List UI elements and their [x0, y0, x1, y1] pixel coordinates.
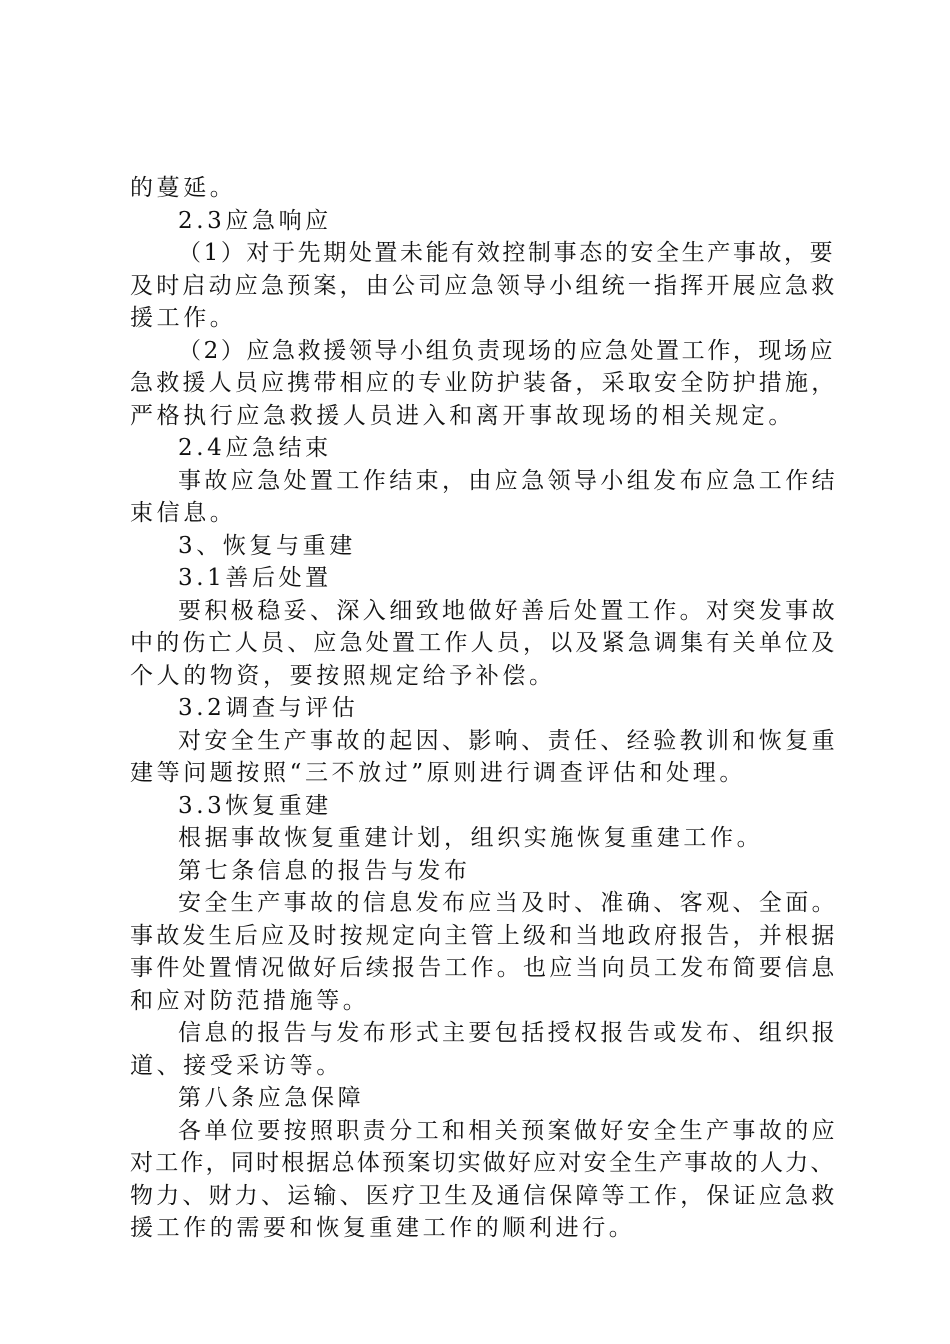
text-line: 束信息。: [130, 500, 237, 526]
section-heading: 第七条信息的报告与发布: [178, 857, 471, 884]
text-line: 中的伤亡人员、应急处置工作人员，以及紧急调集有关单位及: [130, 630, 838, 656]
section-heading: 2.4应急结束: [178, 435, 332, 461]
text-line: 根据事故恢复重建计划，组织实施恢复重建工作。: [178, 825, 764, 851]
text-line: 建等问题按照“三不放过”原则进行调查评估和处理。: [130, 760, 746, 786]
text-line: 事故发生后应及时按规定向主管上级和当地政府报告，并根据: [130, 922, 838, 949]
text-line: 援工作的需要和恢复重建工作的顺利进行。: [130, 1215, 636, 1241]
text-line: 要积极稳妥、深入细致地做好善后处置工作。对突发事故: [178, 597, 838, 624]
section-heading: 3.1善后处置: [178, 565, 332, 591]
text-line: 事故应急处置工作结束，由应急领导小组发布应急工作结: [178, 467, 838, 494]
text-line: 的蔓延。: [130, 175, 237, 201]
text-line: 对工作，同时根据总体预案切实做好应对安全生产事故的人力、: [130, 1150, 836, 1176]
text-line: 道、接受采访等。: [130, 1052, 343, 1079]
section-heading: 3、恢复与重建: [178, 532, 356, 559]
section-heading: 3.3恢复重建: [178, 792, 332, 819]
text-line: 和应对防范措施等。: [130, 987, 370, 1014]
text-line: 物力、财力、运输、医疗卫生及通信保障等工作，保证应急救: [130, 1182, 838, 1209]
text-line: 事件处置情况做好后续报告工作。也应当向员工发布简要信息: [130, 955, 838, 981]
text-line: 对安全生产事故的起因、影响、责任、经验教训和恢复重: [178, 727, 838, 754]
text-line: （1）对于先期处置未能有效控制事态的安全生产事故，要: [178, 240, 836, 266]
text-line: （2）应急救援领导小组负责现场的应急处置工作，现场应: [178, 337, 836, 364]
text-line: 安全生产事故的信息发布应当及时、准确、客观、全面。: [178, 890, 838, 916]
text-line: 急救援人员应携带相应的专业防护装备，采取安全防护措施，: [130, 370, 838, 396]
section-heading: 2.3应急响应: [178, 207, 332, 234]
text-line: 各单位要按照职责分工和相关预案做好安全生产事故的应: [178, 1117, 838, 1144]
section-heading: 3.2调查与评估: [178, 695, 359, 721]
text-line: 严格执行应急救援人员进入和离开事故现场的相关规定。: [130, 402, 795, 429]
text-line: 及时启动应急预案，由公司应急领导小组统一指挥开展应急救: [130, 272, 838, 299]
section-heading: 第八条应急保障: [178, 1085, 365, 1111]
document-body: [130, 172, 838, 1245]
text-line: 信息的报告与发布形式主要包括授权报告或发布、组织报: [178, 1020, 838, 1046]
text-line: 援工作。: [130, 305, 237, 331]
text-line: 个人的物资，要按照规定给予补偿。: [130, 662, 556, 689]
